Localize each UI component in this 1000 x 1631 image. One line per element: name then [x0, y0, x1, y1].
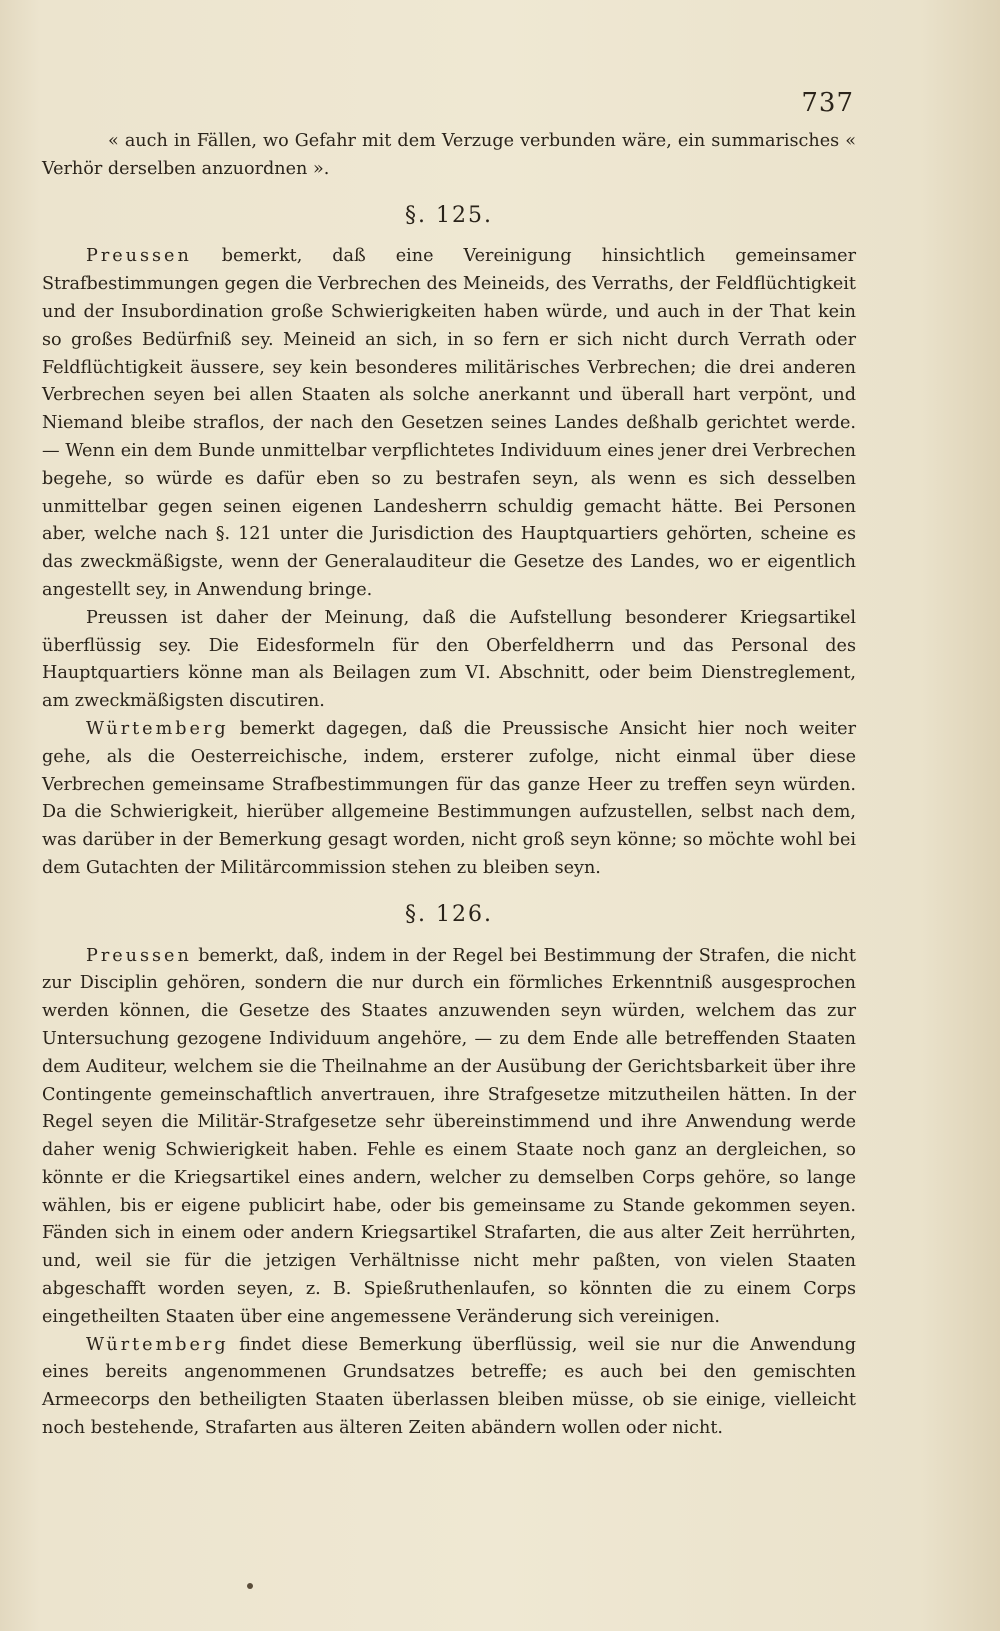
ink-dot — [247, 1583, 253, 1589]
paragraph-text: bemerkt, daß eine Vereinigung hinsichtlich gemeinsamer Strafbestimmungen gegen die Verbrechen des Meineids, des Verraths, der Feldflüchtigkeit und der Insubordination große Schwierigkeiten haben würde, und auch in der That kein so großes Bedürfniß sey. Meineid an sich, in so fern er sich nicht durch Verrath oder Feldflüchtigkeit äussere, sey kein besonderes militärisches Verbrechen; die drei anderen Verbrechen seyen bei allen Staaten als solche anerkannt und überall hart verpönt, und Niemand bleibe straflos, der nach den Gesetzen seines Landes deßhalb gerichtet werde. — Wenn ein dem Bunde unmittelbar verpflichtetes Individuum eines jener drei Verbrechen begehe, so würde es dafür eben so zu bestrafen seyn, als wenn es sich desselben unmittelbar gegen seinen eigenen Landesherrn schuldig gemacht hätte. Bei Personen aber, welche nach §. 121 unter die Jurisdiction des Hauptquartiers gehörten, scheine es das zweckmäßigste, wenn der Generalauditeur die Gesetze des Landes, wo er eigentlich angestellt sey, in Anwendung bringe. — [42, 246, 856, 600]
state-name: Preussen — [86, 945, 192, 966]
text-block — [42, 128, 856, 1443]
paragraph-text: bemerkt dagegen, daß die Preussische Ansicht hier noch weiter gehe, als die Oesterreichische, indem, ersterer zufolge, nicht einmal über diese Verbrechen gemeinsame Strafbestimmungen für das ganze Heer zu treffen seyn würden. Da die Schwierigkeit, hierüber allgemeine Bestimmungen aufzustellen, selbst nach dem, was darüber in der Bemerkung gesagt worden, nicht groß seyn könne; so möchte wohl bei dem Gutachten der Militärcommission stehen zu bleiben seyn. — [42, 718, 856, 878]
paragraph-text: findet diese Bemerkung überflüssig, weil sie nur die Anwendung eines bereits angenommenen Grundsatzes betreffe; es auch bei den gemischten Armeecorps den betheiligten Staaten überlassen bleiben müsse, ob sie einige, vielleicht noch bestehende, Strafarten aus älteren Zeiten abändern wollen oder nicht. — [42, 1334, 856, 1439]
paragraph-preussen-125 — [42, 243, 856, 604]
page-number: 737 — [801, 88, 854, 118]
paragraph-quote-continuation — [42, 128, 856, 184]
section-heading-125: §. 125. — [405, 202, 493, 228]
state-name: Würtemberg — [86, 718, 229, 739]
paragraph-wuertemberg-125 — [42, 716, 856, 883]
state-name: Würtemberg — [86, 1334, 229, 1355]
paragraph-text: Preussen ist daher der Meinung, daß die Aufstellung besonderer Kriegsartikel überflüssig sey. Die Eidesformeln für den Oberfeldherrn und das Personal des Hauptquartiers könne man als Beilagen zum VI. Abschnitt, oder beim Dienstreglement, am zweckmäßigsten discutiren. — [42, 607, 856, 712]
paragraph-preussen-opinion — [42, 605, 856, 716]
section-heading-126: §. 126. — [405, 901, 493, 927]
state-name: Preussen — [86, 246, 192, 267]
paragraph-wuertemberg-126 — [42, 1332, 856, 1443]
paragraph-preussen-126 — [42, 943, 856, 1332]
paragraph-text: bemerkt, daß, indem in der Regel bei Bestimmung der Strafen, die nicht zur Disciplin gehören, sondern die nur durch ein förmliches Erkenntniß ausgesprochen werden können, die Gesetze des Staates anzuwenden seyn würden, welchem das zur Untersuchung gezogene Individuum angehöre, — zu dem Ende alle betreffenden Staaten dem Auditeur, welchem sie die Theilnahme an der Ausübung der Gerichtsbarkeit über ihre Contingente gemeinschaftlich anvertrauen, ihre Strafgesetze mitzutheilen hätten. In der Regel seyen die Militär-Strafgesetze sehr übereinstimmend und ihre Anwendung werde daher wenig Schwierigkeit haben. Fehle es einem Staate noch ganz an dergleichen, so könnte er die Kriegsartikel eines andern, welcher zu demselben Corps gehöre, so lange wählen, bis er eigene publicirt habe, oder bis gemeinsame zu Stande gekommen seyen. Fänden sich in einem oder andern Kriegsartikel Strafarten, die aus alter Zeit herrührten, und, weil sie für die jetzigen Verhältnisse nicht mehr paßten, von vielen Staaten abgeschafft worden seyen, z. B. Spießruthenlaufen, so könnten die zu einem Corps eingetheilten Staaten über eine angemessene Veränderung sich vereinigen. — [42, 945, 856, 1327]
paragraph-text: « auch in Fällen, wo Gefahr mit dem Verzuge verbunden wäre, ein summarisches « Verhör derselben anzuordnen ». — [42, 131, 856, 179]
